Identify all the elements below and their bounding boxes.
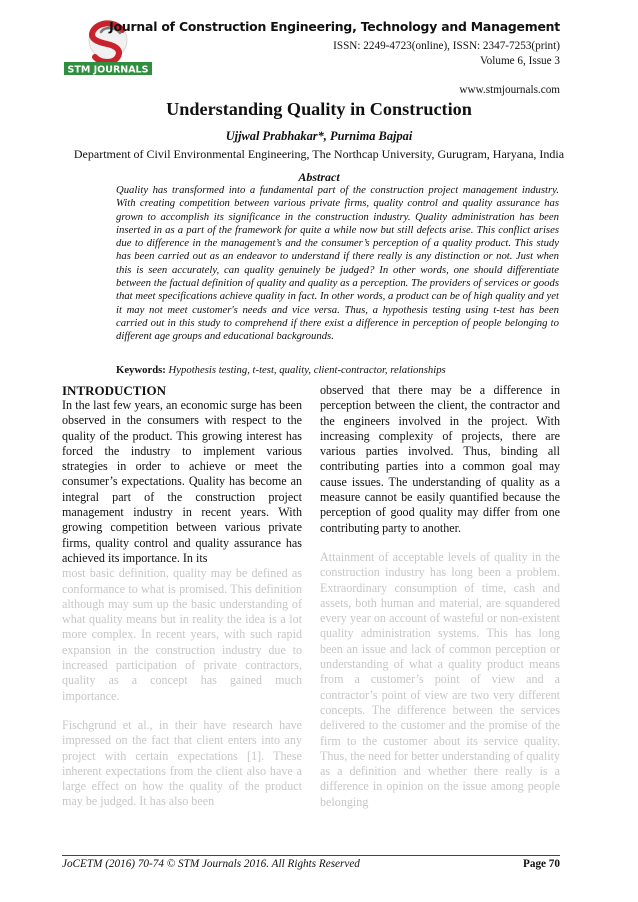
abstract-heading: Abstract (298, 170, 340, 184)
journal-title: Journal of Construction Engineering, Technology and Management (109, 19, 560, 34)
article-title: Understanding Quality in Construction (166, 99, 472, 119)
paragraph-faded: Attainment of acceptable levels of quality in the construction industry has long been a problem. Extraordinary consumption of time, cash and assets, both human and material, are squandered every year on account of wasteful or non-existent quality administration systems. This has long been an issue and lack of common perception or understanding of what a quality product means from a customer’s point of view and a contractor’s point of view are two very different concepts. The difference between the services delivered to the customer and the promise of the firm to the customer about its service quality. Thus, the need for better understanding of quality as a definition and whether there really is a difference in opinion on the issue among people belonging (320, 549, 560, 809)
paragraph-faded: Fischgrund et al., in their have research have impressed on the fact that client enters into any project with certain expectations [1]. These inherent expectations from the client also have a large effect on how the quality of the product may be judged. It has also been (62, 717, 302, 809)
abstract-text: Quality has transformed into a fundamental part of the construction project management industry. With creating competition between various private firms, quality control and quality assurance has grown to accomplish its significance in the construction industry. Quality administration has been inserted in as a part of the framework for quite a while now but still defects arise. This conflict arises due to difference in the management’s and the consumer’s perception of a quality product. This study has been carried out as an endeavor to understand if there really is any distinction or not. Just when this is seen accurately, can quality genuinely be judged? In other words, one should differentiate between the factual definition of quality and quality as a perception. The providers of services or goods that meet specifications achieve quality in fact. In other words, a product can be of high quality and yet it may not meet customer's needs and vice versa. Thus, a hypothesis testing using t-test has been carried out in this study to comprehend if there exist a difference in perception of people belonging to different age groups and educational backgrounds. (116, 184, 559, 343)
volume: Volume 6, Issue 3 (480, 55, 560, 67)
logo-text: STM JOURNALS (67, 64, 149, 76)
paragraph: In the last few years, an economic surge has been observed in the consumers with respect to the quality of the product. This growing interest has forced the industry to implement various strategies in order to achieve or meet the consumer’s expectations. Quality has become an integral part of the construction project management industry in recent years. With growing competition between various private firms, quality control and quality assurance has achieved its importance. In its (62, 398, 302, 565)
footer-citation: JoCETM (2016) 70-74 © STM Journals 2016. All Rights Reserved (62, 858, 360, 870)
page-number: Page 70 (523, 858, 560, 870)
section-heading: INTRODUCTION (62, 383, 167, 398)
paragraph: observed that there may be a difference in perception between the client, the contractor and the engineers involved in the project. With increasing complexity of projects, there are various parties involved. Thus, binding all contributing parties into a common goal may cause issues. The understanding of quality as a measure cannot be easily quantified because the perception of good quality may differ from one contributing party to another. (320, 383, 560, 535)
affiliation: Department of Civil Environmental Engineering, The Northcap University, Gurugram, Haryana, India (73, 147, 565, 161)
keywords-list: Hypothesis testing, t-test, quality, client-contractor, relationships (168, 364, 446, 376)
keywords (116, 364, 559, 376)
website: www.stmjournals.com (459, 84, 560, 96)
paragraph-faded: most basic definition, quality may be defined as conformance to what is promised. This definition although may sum up the basic understanding of what quality means but in reality the idea is a lot more complex. In recent years, with such rapid expansion in the construction industry due to increased participation of private contractors, quality as a concept has gained much importance. (62, 566, 302, 703)
right-column (320, 383, 560, 810)
footer-rule (62, 855, 560, 856)
left-column (62, 383, 302, 810)
authors: Ujjwal Prabhakar*, Purnima Bajpai (225, 129, 413, 143)
issn: ISSN: 2249-4723(online), ISSN: 2347-7253(print) (333, 40, 560, 52)
keywords-label: Keywords: (116, 364, 166, 376)
